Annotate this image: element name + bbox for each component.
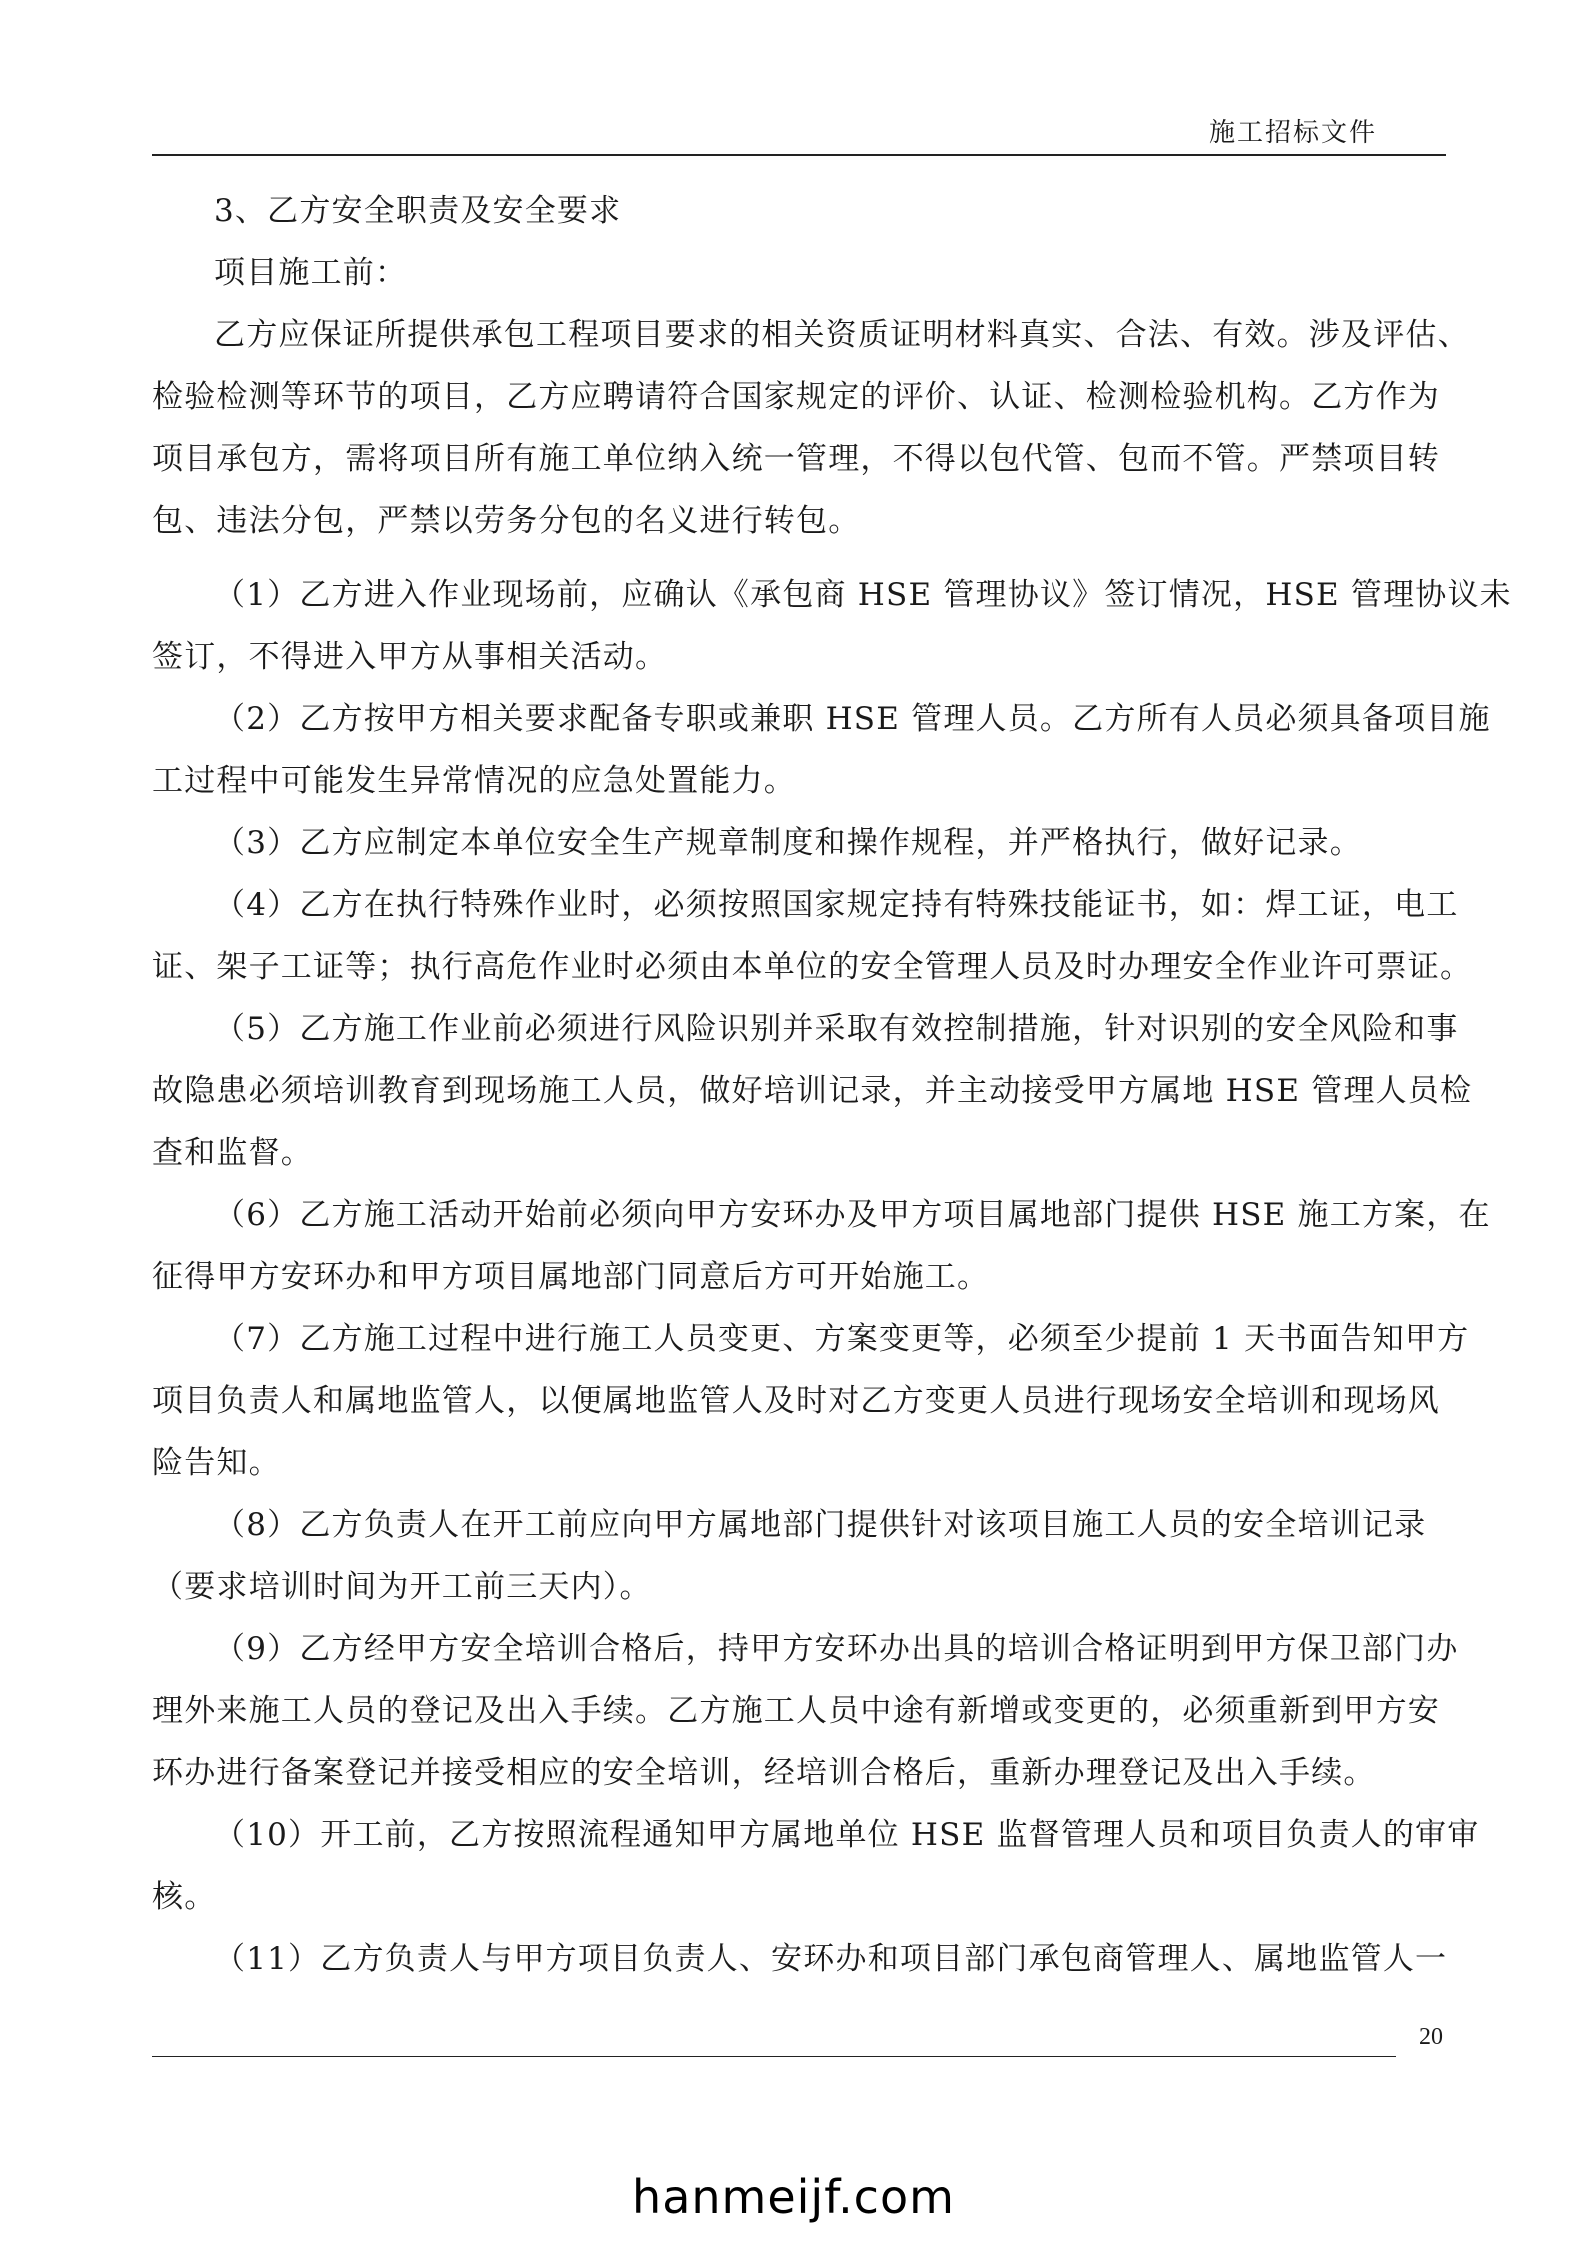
paragraph: [152, 304, 1470, 552]
paragraph-line: 工过程中可能发生异常情况的应急处置能力。: [152, 763, 796, 799]
paragraph-line: 证、架子工证等；执行高危作业时必须由本单位的安全管理人员及时办理安全作业许可票证。: [152, 949, 1473, 985]
paragraph-line: 包、违法分包，严禁以劳务分包的名义进行转包。: [152, 503, 861, 539]
section-heading: 3、乙方安全职责及安全要求: [214, 193, 622, 229]
paragraph-line: （6）乙方施工活动开始前必须向甲方安环办及甲方项目属地部门提供 HSE 施工方案，在: [214, 1197, 1491, 1233]
paragraph-line: （要求培训时间为开工前三天内）。: [152, 1569, 652, 1605]
page-number: 20: [1419, 2024, 1443, 2050]
header-divider: [152, 154, 1446, 156]
watermark-text: hanmeijf.com: [632, 2170, 955, 2224]
paragraph: [152, 564, 1512, 688]
document-body: [152, 180, 1512, 1990]
paragraph-line: （2）乙方按甲方相关要求配备专职或兼职 HSE 管理人员。乙方所有人员必须具备项目施: [214, 701, 1491, 737]
paragraph-line: 签订，不得进入甲方从事相关活动。: [152, 639, 668, 675]
paragraph: [152, 812, 1446, 874]
paragraph-line: （7）乙方施工过程中进行施工人员变更、方案变更等，必须至少提前 1 天书面告知甲方: [214, 1321, 1470, 1357]
paragraph-line: （1）乙方进入作业现场前，应确认《承包商 HSE 管理协议》签订情况，HSE 管理协议未: [214, 577, 1512, 613]
paragraph-line: （9）乙方经甲方安全培训合格后，持甲方安环办出具的培训合格证明到甲方保卫部门办: [214, 1631, 1459, 1667]
paragraph-line: 险告知。: [152, 1445, 281, 1481]
paragraph: [152, 1494, 1446, 1618]
paragraph-line: （3）乙方应制定本单位安全生产规章制度和操作规程，并严格执行，做好记录。: [214, 825, 1362, 861]
paragraph: [152, 1618, 1459, 1804]
subheading: 项目施工前：: [214, 255, 408, 291]
paragraph-line: （8）乙方负责人在开工前应向甲方属地部门提供针对该项目施工人员的安全培训记录: [214, 1507, 1427, 1543]
paragraph-line: 故隐患必须培训教育到现场施工人员，做好培训记录，并主动接受甲方属地 HSE 管理人员检: [152, 1073, 1473, 1109]
paragraph-line: 检验检测等环节的项目，乙方应聘请符合国家规定的评价、认证、检测检验机构。乙方作为: [152, 379, 1440, 415]
paragraph: [152, 1184, 1491, 1308]
paragraph-line: 查和监督。: [152, 1135, 313, 1171]
paragraph: [152, 998, 1473, 1184]
paragraph-line: 项目负责人和属地监管人，以便属地监管人及时对乙方变更人员进行现场安全培训和现场风: [152, 1383, 1440, 1419]
paragraph: [152, 1804, 1480, 1928]
paragraph-line: （11）乙方负责人与甲方项目负责人、安环办和项目部门承包商管理人、属地监管人一: [214, 1941, 1448, 1977]
paragraph-line: （10）开工前，乙方按照流程通知甲方属地单位 HSE 监督管理人员和项目负责人的审审: [214, 1817, 1480, 1853]
paragraph: [152, 874, 1473, 998]
paragraph-line: 乙方应保证所提供承包工程项目要求的相关资质证明材料真实、合法、有效。涉及评估、: [214, 317, 1470, 353]
paragraph-line: 环办进行备案登记并接受相应的安全培训，经培训合格后，重新办理登记及出入手续。: [152, 1755, 1376, 1791]
paragraph-line: 项目承包方，需将项目所有施工单位纳入统一管理，不得以包代管、包而不管。严禁项目转: [152, 441, 1440, 477]
paragraph-line: 征得甲方安环办和甲方项目属地部门同意后方可开始施工。: [152, 1259, 990, 1295]
paragraph-line: 核。: [152, 1879, 217, 1915]
paragraph-line: （5）乙方施工作业前必须进行风险识别并采取有效控制措施，针对识别的安全风险和事: [214, 1011, 1459, 1047]
footer-divider: [152, 2056, 1396, 2057]
header-title: 施工招标文件: [1208, 118, 1377, 148]
paragraph-line: 理外来施工人员的登记及出入手续。乙方施工人员中途有新增或变更的，必须重新到甲方安: [152, 1693, 1440, 1729]
paragraph-spacing: [152, 552, 1446, 564]
paragraph: [152, 688, 1491, 812]
paragraph: [152, 1928, 1446, 1990]
paragraph: [152, 1308, 1470, 1494]
paragraph-line: （4）乙方在执行特殊作业时，必须按照国家规定持有特殊技能证书，如：焊工证，电工: [214, 887, 1459, 923]
